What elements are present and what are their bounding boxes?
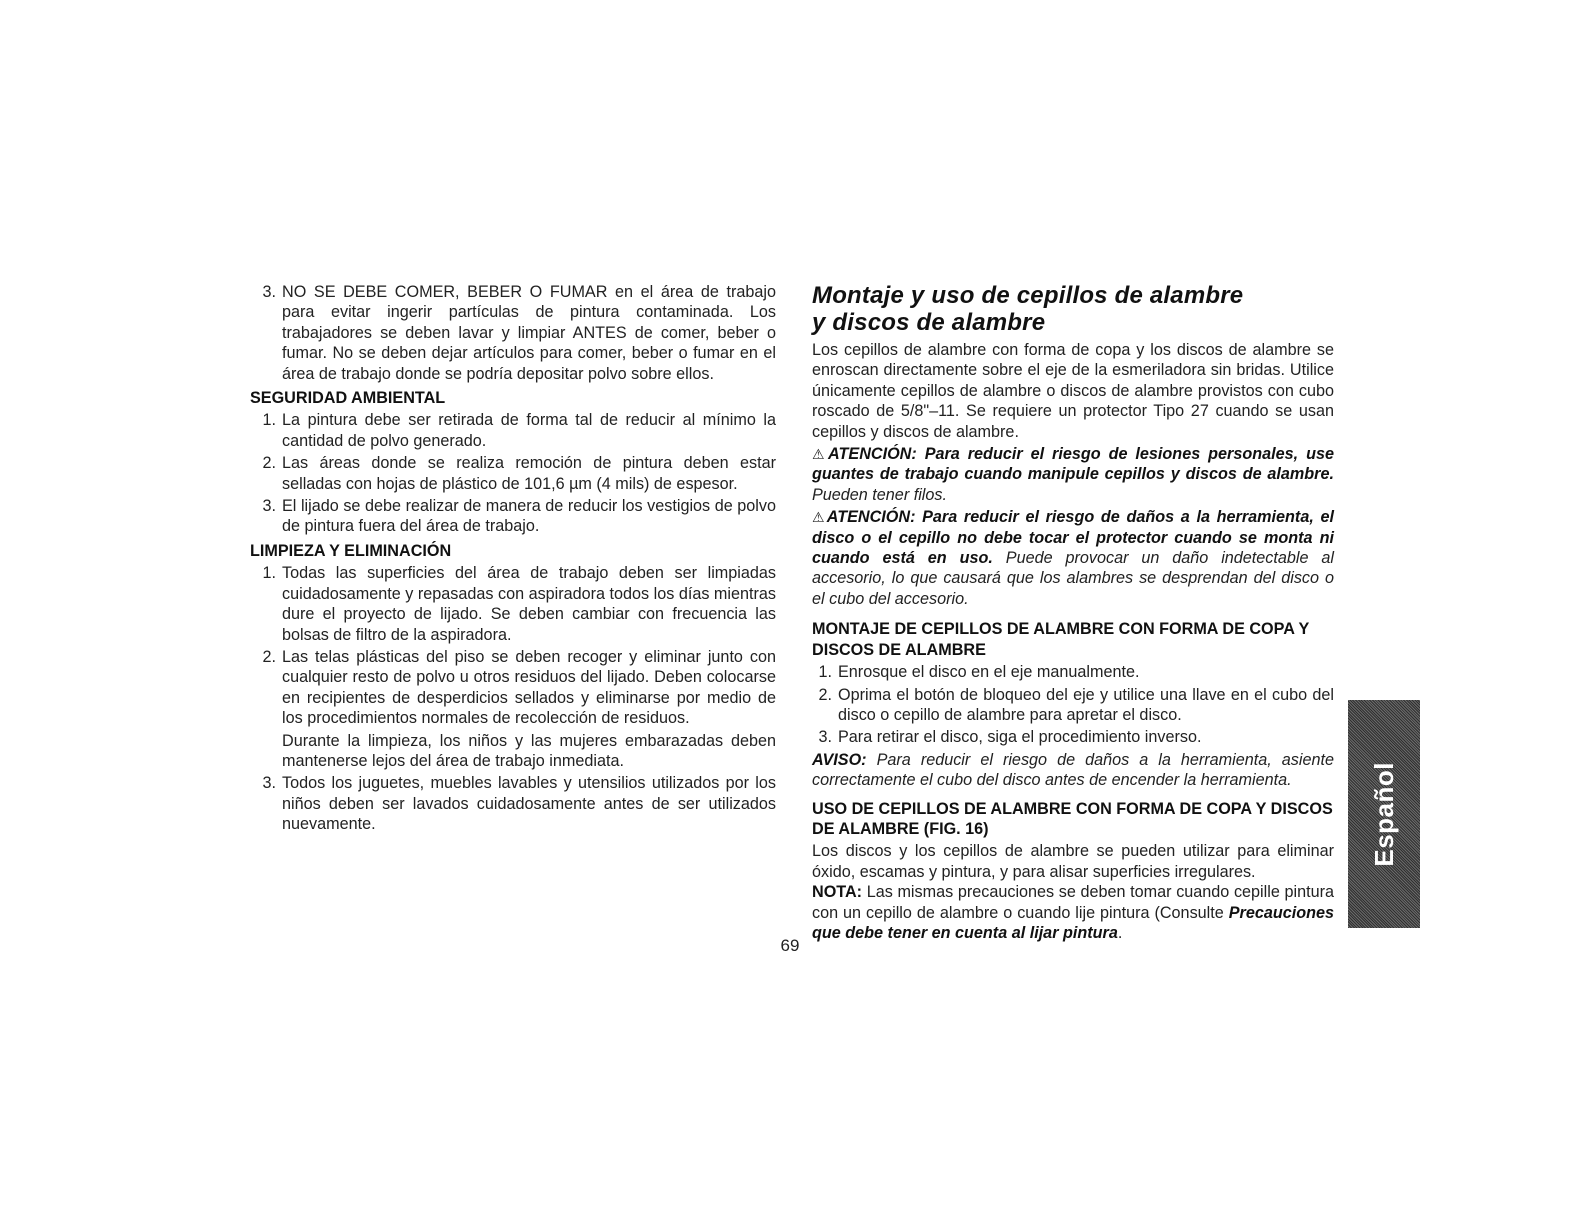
- item-text: Todos los juguetes, muebles lavables y utensilios utilizados por los niños deben ser lavados cuidadosamente antes de ser utilizados nuevamente.: [282, 774, 776, 834]
- section-heading-seguridad: SEGURIDAD AMBIENTAL: [250, 389, 446, 408]
- aviso-label: AVISO:: [812, 750, 867, 769]
- item-continuation: Durante la limpieza, los niños y las mujeres embarazadas deben mantenerse lejos del área de trabajo inmediata.: [282, 731, 776, 770]
- list-item: [812, 662, 1334, 682]
- list-item: [812, 727, 1334, 747]
- list-item: [256, 453, 776, 494]
- nota-paragraph: [812, 882, 1334, 943]
- section-title-line-1: Montaje y uso de cepillos de alambre: [812, 282, 1244, 309]
- list-item: [256, 496, 776, 537]
- item-text: Enrosque el disco en el eje manualmente.: [838, 663, 1140, 682]
- nota-label: NOTA:: [812, 883, 863, 902]
- item-number: 3.: [262, 497, 276, 516]
- section-heading-montaje: MONTAJE DE CEPILLOS DE ALAMBRE CON FORMA DE COPA Y DISCOS DE ALAMBRE: [812, 620, 1310, 659]
- list-item: [256, 282, 776, 384]
- aviso-text: Para reducir el riesgo de daños a la herramienta, asiente correctamente el cubo del disco antes de encender la herramienta.: [812, 750, 1334, 790]
- item-text: Todas las superficies del área de trabajo deben ser limpiadas cuidadosamente y repasadas con aspiradora todos los días mientras dure el proyecto de lijado. Se deben cambiar con frecuencia las bolsas de filtro de la aspiradora.: [282, 564, 777, 644]
- left-column: [250, 282, 777, 837]
- nota-end: .: [1117, 923, 1123, 942]
- item-text: Las telas plásticas del piso se deben recoger y eliminar junto con cualquier resto de polvo u otros residuos del lijado. Deben colocarse en recipientes de desperdicios sellados y eliminarse por medio de los procedimientos normales de recolección de residuos.: [282, 647, 776, 728]
- list-item: [812, 685, 1334, 726]
- uso-paragraph: Los discos y los cepillos de alambre se pueden utilizar para eliminar óxido, escamas y pintura, y para alisar superficies irregulares.: [812, 842, 1334, 881]
- warning-paragraph-1: [812, 444, 1334, 505]
- language-side-tab: [1348, 700, 1420, 928]
- right-column: [812, 282, 1334, 943]
- item-text: El lijado se debe realizar de manera de reducir los vestigios de polvo de pintura fuera del área de trabajo.: [282, 497, 776, 536]
- aviso-paragraph: [812, 750, 1334, 791]
- item-number: 1.: [818, 663, 832, 682]
- warning-icon: ⚠: [812, 446, 829, 463]
- item-number: 3.: [262, 283, 276, 301]
- warning-bold-text: ATENCIÓN: Para reducir el riesgo de daños a la herramienta, el disco o el cepillo no debe tocar el protector cuando se monta ni cuando está en uso.: [812, 508, 1334, 568]
- warning-italic-text: Pueden tener filos.: [812, 485, 947, 504]
- item-number: 3.: [262, 774, 276, 793]
- item-text: NO SE DEBE COMER, BEBER O FUMAR en el área de trabajo para evitar ingerir partículas de pintura contaminada. Los trabajadores se deben lavar y limpiar ANTES de comer, beber o fumar. No se deben dejar artículos para comer, beber o fumar en el área de trabajo donde se podría depositar polvo sobre ellos.: [282, 283, 776, 383]
- nota-text: Las mismas precauciones se deben tomar cuando cepille pintura con un cepillo de alambre o cuando lije pintura (Consulte: [812, 883, 1334, 922]
- item-text: Las áreas donde se realiza remoción de pintura deben estar selladas con hojas de plástico de 101,6 µm (4 mils) de espesor.: [282, 454, 776, 493]
- intro-paragraph: Los cepillos de alambre con forma de copa y los discos de alambre se enroscan directamente sobre el eje de la esmeriladora sin bridas. Utilice únicamente cepillos de alambre o discos de alambre provistos con cubo roscado de 5/8"–11. Se requiere un protector Tipo 27 cuando se usan cepillos y discos de alambre.: [812, 341, 1334, 441]
- section-title-line-2: y discos de alambre: [812, 309, 1046, 336]
- section-heading-uso: USO DE CEPILLOS DE ALAMBRE CON FORMA DE COPA Y DISCOS DE ALAMBRE (FIG. 16): [812, 799, 1333, 838]
- section-title: [812, 282, 1334, 336]
- list-item: [256, 563, 776, 645]
- item-text: La pintura debe ser retirada de forma tal de reducir al mínimo la cantidad de polvo generado.: [282, 411, 776, 450]
- item-number: 1.: [262, 411, 276, 430]
- nota-reference: Precauciones que debe tener en cuenta al lijar pintura: [812, 903, 1334, 942]
- item-text: Oprima el botón de bloqueo del eje y utilice una llave en el cubo del disco o cepillo de alambre para apretar el disco.: [838, 685, 1334, 724]
- list-item: [256, 773, 776, 834]
- item-number: 2.: [262, 647, 276, 666]
- language-tab-label: Español: [1368, 761, 1399, 867]
- list-item: [256, 647, 776, 729]
- item-number: 2.: [818, 685, 832, 704]
- item-number: 2.: [262, 454, 276, 473]
- warning-paragraph-2: [812, 507, 1334, 609]
- warning-bold-text: ATENCIÓN: Para reducir el riesgo de lesiones personales, use guantes de trabajo cuando manipule cepillos y discos de alambre.: [812, 445, 1334, 484]
- page-number: 69: [780, 936, 800, 955]
- section-heading-limpieza: LIMPIEZA Y ELIMINACIÓN: [250, 541, 452, 560]
- item-number: 3.: [818, 728, 832, 747]
- list-item: [256, 410, 776, 451]
- item-text: Para retirar el disco, siga el procedimiento inverso.: [838, 728, 1202, 747]
- warning-icon: ⚠: [812, 509, 827, 526]
- warning-italic-text: Puede provocar un daño indetectable al accesorio, lo que causará que los alambres se desprendan del disco o el cubo del accesorio.: [812, 549, 1335, 608]
- item-number: 1.: [262, 564, 276, 583]
